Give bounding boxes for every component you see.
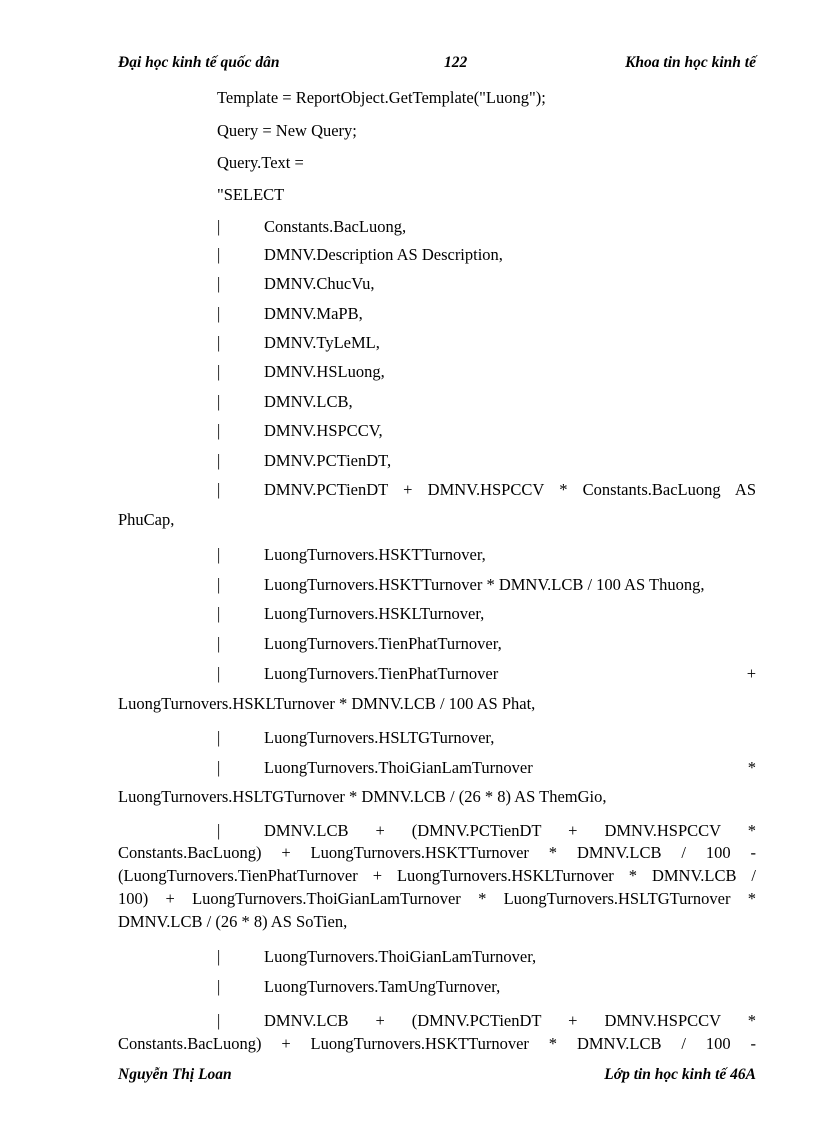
code-line-continuation: DMNV.LCB / (26 * 8) AS SoTien, bbox=[118, 912, 348, 931]
header-university: Đại học kinh tế quốc dân bbox=[118, 54, 280, 71]
pipe-marker: | bbox=[217, 758, 221, 777]
pipe-marker: | bbox=[217, 480, 221, 499]
code-line-continuation: LuongTurnovers.HSLTGTurnover * DMNV.LCB / (26 * 8) AS ThemGio, bbox=[118, 787, 607, 806]
code-line-continuation: PhuCap, bbox=[118, 510, 175, 529]
code-line: Constants.BacLuong, bbox=[264, 217, 407, 236]
pipe-marker: | bbox=[217, 274, 221, 293]
code-line: DMNV.HSPCCV, bbox=[264, 421, 383, 440]
code-line: LuongTurnovers.TienPhatTurnover + bbox=[264, 664, 756, 683]
footer-class: Lớp tin học kinh tế 46A bbox=[604, 1066, 756, 1083]
code-line: DMNV.PCTienDT, bbox=[264, 451, 392, 470]
code-line: DMNV.ChucVu, bbox=[264, 274, 375, 293]
code-line: "SELECT bbox=[217, 185, 285, 204]
pipe-marker: | bbox=[217, 634, 221, 653]
code-line: LuongTurnovers.TamUngTurnover, bbox=[264, 977, 501, 996]
pipe-marker: | bbox=[217, 362, 221, 381]
code-line: Query.Text = bbox=[217, 153, 304, 172]
code-line: DMNV.TyLeML, bbox=[264, 333, 380, 352]
pipe-marker: | bbox=[217, 392, 221, 411]
code-line: DMNV.HSLuong, bbox=[264, 362, 385, 381]
pipe-marker: | bbox=[217, 604, 221, 623]
footer-author: Nguyễn Thị Loan bbox=[118, 1066, 232, 1083]
code-line: DMNV.PCTienDT + DMNV.HSPCCV * Constants.BacLuong AS bbox=[264, 480, 756, 499]
pipe-marker: | bbox=[217, 333, 221, 352]
pipe-marker: | bbox=[217, 977, 221, 996]
pipe-marker: | bbox=[217, 728, 221, 747]
pipe-marker: | bbox=[217, 304, 221, 323]
code-line: LuongTurnovers.ThoiGianLamTurnover, bbox=[264, 947, 537, 966]
code-line: DMNV.LCB + (DMNV.PCTienDT + DMNV.HSPCCV * bbox=[264, 1011, 756, 1030]
code-line: LuongTurnovers.HSLTGTurnover, bbox=[264, 728, 495, 747]
code-line: DMNV.LCB + (DMNV.PCTienDT + DMNV.HSPCCV * bbox=[264, 821, 756, 840]
code-line-continuation: Constants.BacLuong) + LuongTurnovers.HSKTTurnover * DMNV.LCB / 100 - bbox=[118, 843, 756, 862]
code-line: DMNV.LCB, bbox=[264, 392, 353, 411]
pipe-marker: | bbox=[217, 575, 221, 594]
code-line-continuation: Constants.BacLuong) + LuongTurnovers.HSKTTurnover * DMNV.LCB / 100 - bbox=[118, 1034, 756, 1053]
pipe-marker: | bbox=[217, 947, 221, 966]
code-line: LuongTurnovers.ThoiGianLamTurnover * bbox=[264, 758, 756, 777]
code-line: DMNV.MaPB, bbox=[264, 304, 363, 323]
code-line-continuation: LuongTurnovers.HSKLTurnover * DMNV.LCB / 100 AS Phat, bbox=[118, 694, 536, 713]
code-line: Template = ReportObject.GetTemplate("Luong"); bbox=[217, 88, 546, 107]
code-line: LuongTurnovers.HSKTTurnover, bbox=[264, 545, 486, 564]
code-line: LuongTurnovers.HSKTTurnover * DMNV.LCB / 100 AS Thuong, bbox=[264, 575, 705, 594]
pipe-marker: | bbox=[217, 245, 221, 264]
pipe-marker: | bbox=[217, 664, 221, 683]
pipe-marker: | bbox=[217, 545, 221, 564]
code-line-continuation: (LuongTurnovers.TienPhatTurnover + LuongTurnovers.HSKLTurnover * DMNV.LCB / bbox=[118, 866, 756, 885]
pipe-marker: | bbox=[217, 1011, 221, 1030]
code-line: LuongTurnovers.HSKLTurnover, bbox=[264, 604, 485, 623]
pipe-marker: | bbox=[217, 421, 221, 440]
code-line: Query = New Query; bbox=[217, 121, 357, 140]
code-line: DMNV.Description AS Description, bbox=[264, 245, 503, 264]
code-line: LuongTurnovers.TienPhatTurnover, bbox=[264, 634, 502, 653]
page-number: 122 bbox=[444, 54, 468, 71]
pipe-marker: | bbox=[217, 451, 221, 470]
code-line-continuation: 100) + LuongTurnovers.ThoiGianLamTurnover * LuongTurnovers.HSLTGTurnover * bbox=[118, 889, 756, 908]
header-faculty: Khoa tin học kinh tế bbox=[625, 54, 756, 71]
pipe-marker: | bbox=[217, 217, 221, 236]
pipe-marker: | bbox=[217, 821, 221, 840]
